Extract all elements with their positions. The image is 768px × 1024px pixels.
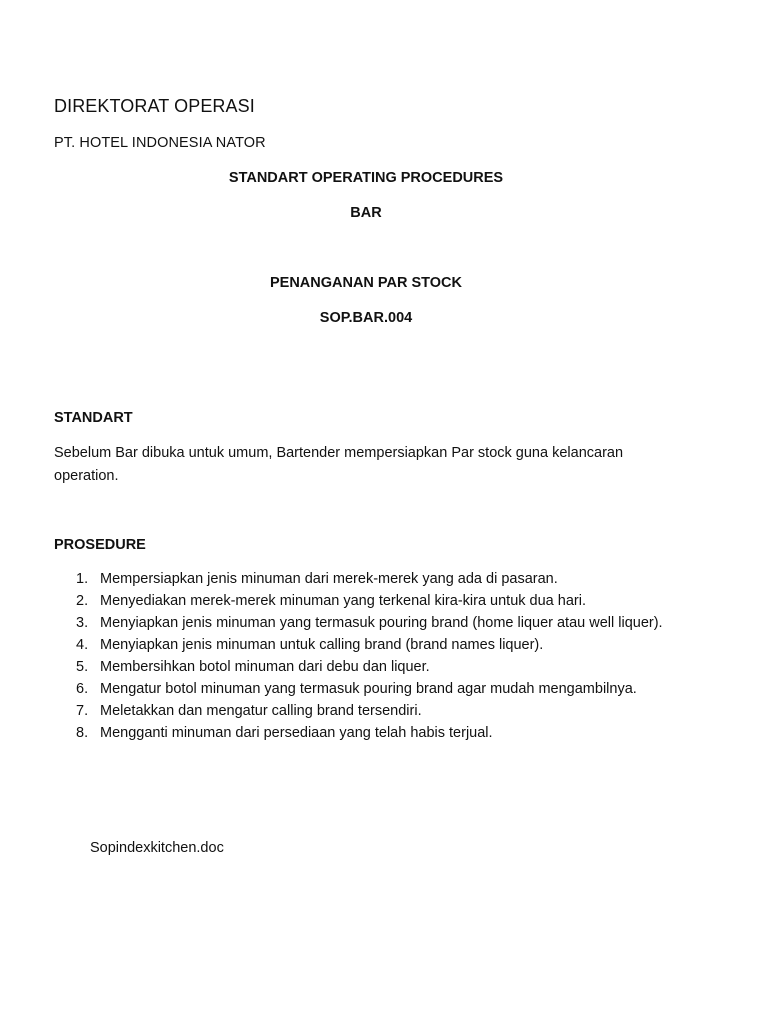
list-item bbox=[54, 590, 694, 612]
list-item-number: 2. bbox=[76, 593, 89, 609]
list-item-number: 6. bbox=[76, 681, 89, 697]
prosedure-heading: PROSEDURE bbox=[54, 537, 146, 553]
sop-subject: PENANGANAN PAR STOCK bbox=[269, 275, 462, 291]
list-item bbox=[54, 722, 694, 744]
list-item-number: 7. bbox=[76, 703, 89, 719]
standart-text: Sebelum Bar dibuka untuk umum, Bartender mempersiapkan Par stock guna kelancaran operation. bbox=[54, 445, 624, 484]
list-item-number: 3. bbox=[76, 615, 89, 631]
list-item-number: 8. bbox=[76, 725, 89, 741]
list-item bbox=[54, 700, 694, 722]
document-title: STANDART OPERATING PROCEDURES bbox=[228, 170, 504, 186]
list-item-text: Mengganti minuman dari persediaan yang telah habis terjual. bbox=[100, 725, 493, 741]
list-item-text: Menyiapkan jenis minuman untuk calling brand (brand names liquer). bbox=[100, 637, 544, 653]
department-title: BAR bbox=[350, 205, 382, 221]
list-item bbox=[54, 634, 694, 656]
list-item bbox=[54, 568, 694, 590]
procedure-list bbox=[54, 568, 694, 744]
list-item-number: 5. bbox=[76, 659, 89, 675]
sop-code: SOP.BAR.004 bbox=[319, 310, 413, 326]
list-item bbox=[54, 656, 694, 678]
company-name: PT. HOTEL INDONESIA NATOR bbox=[54, 135, 266, 151]
list-item-text: Meletakkan dan mengatur calling brand tersendiri. bbox=[100, 703, 422, 719]
list-item-text: Membersihkan botol minuman dari debu dan liquer. bbox=[100, 659, 430, 675]
directorate-heading: DIREKTORAT OPERASI bbox=[54, 96, 255, 116]
list-item bbox=[54, 678, 694, 700]
standart-heading: STANDART bbox=[54, 410, 133, 426]
list-item-text: Mempersiapkan jenis minuman dari merek-merek yang ada di pasaran. bbox=[100, 571, 558, 587]
list-item bbox=[54, 612, 694, 634]
list-item-text: Mengatur botol minuman yang termasuk pouring brand agar mudah mengambilnya. bbox=[100, 681, 637, 697]
list-item-number: 4. bbox=[76, 637, 89, 653]
list-item-text: Menyediakan merek-merek minuman yang terkenal kira-kira untuk dua hari. bbox=[100, 593, 586, 609]
list-item-text: Menyiapkan jenis minuman yang termasuk pouring brand (home liquer atau well liquer). bbox=[100, 615, 663, 631]
list-item-number: 1. bbox=[76, 571, 89, 587]
footer-filename: Sopindexkitchen.doc bbox=[90, 840, 224, 856]
